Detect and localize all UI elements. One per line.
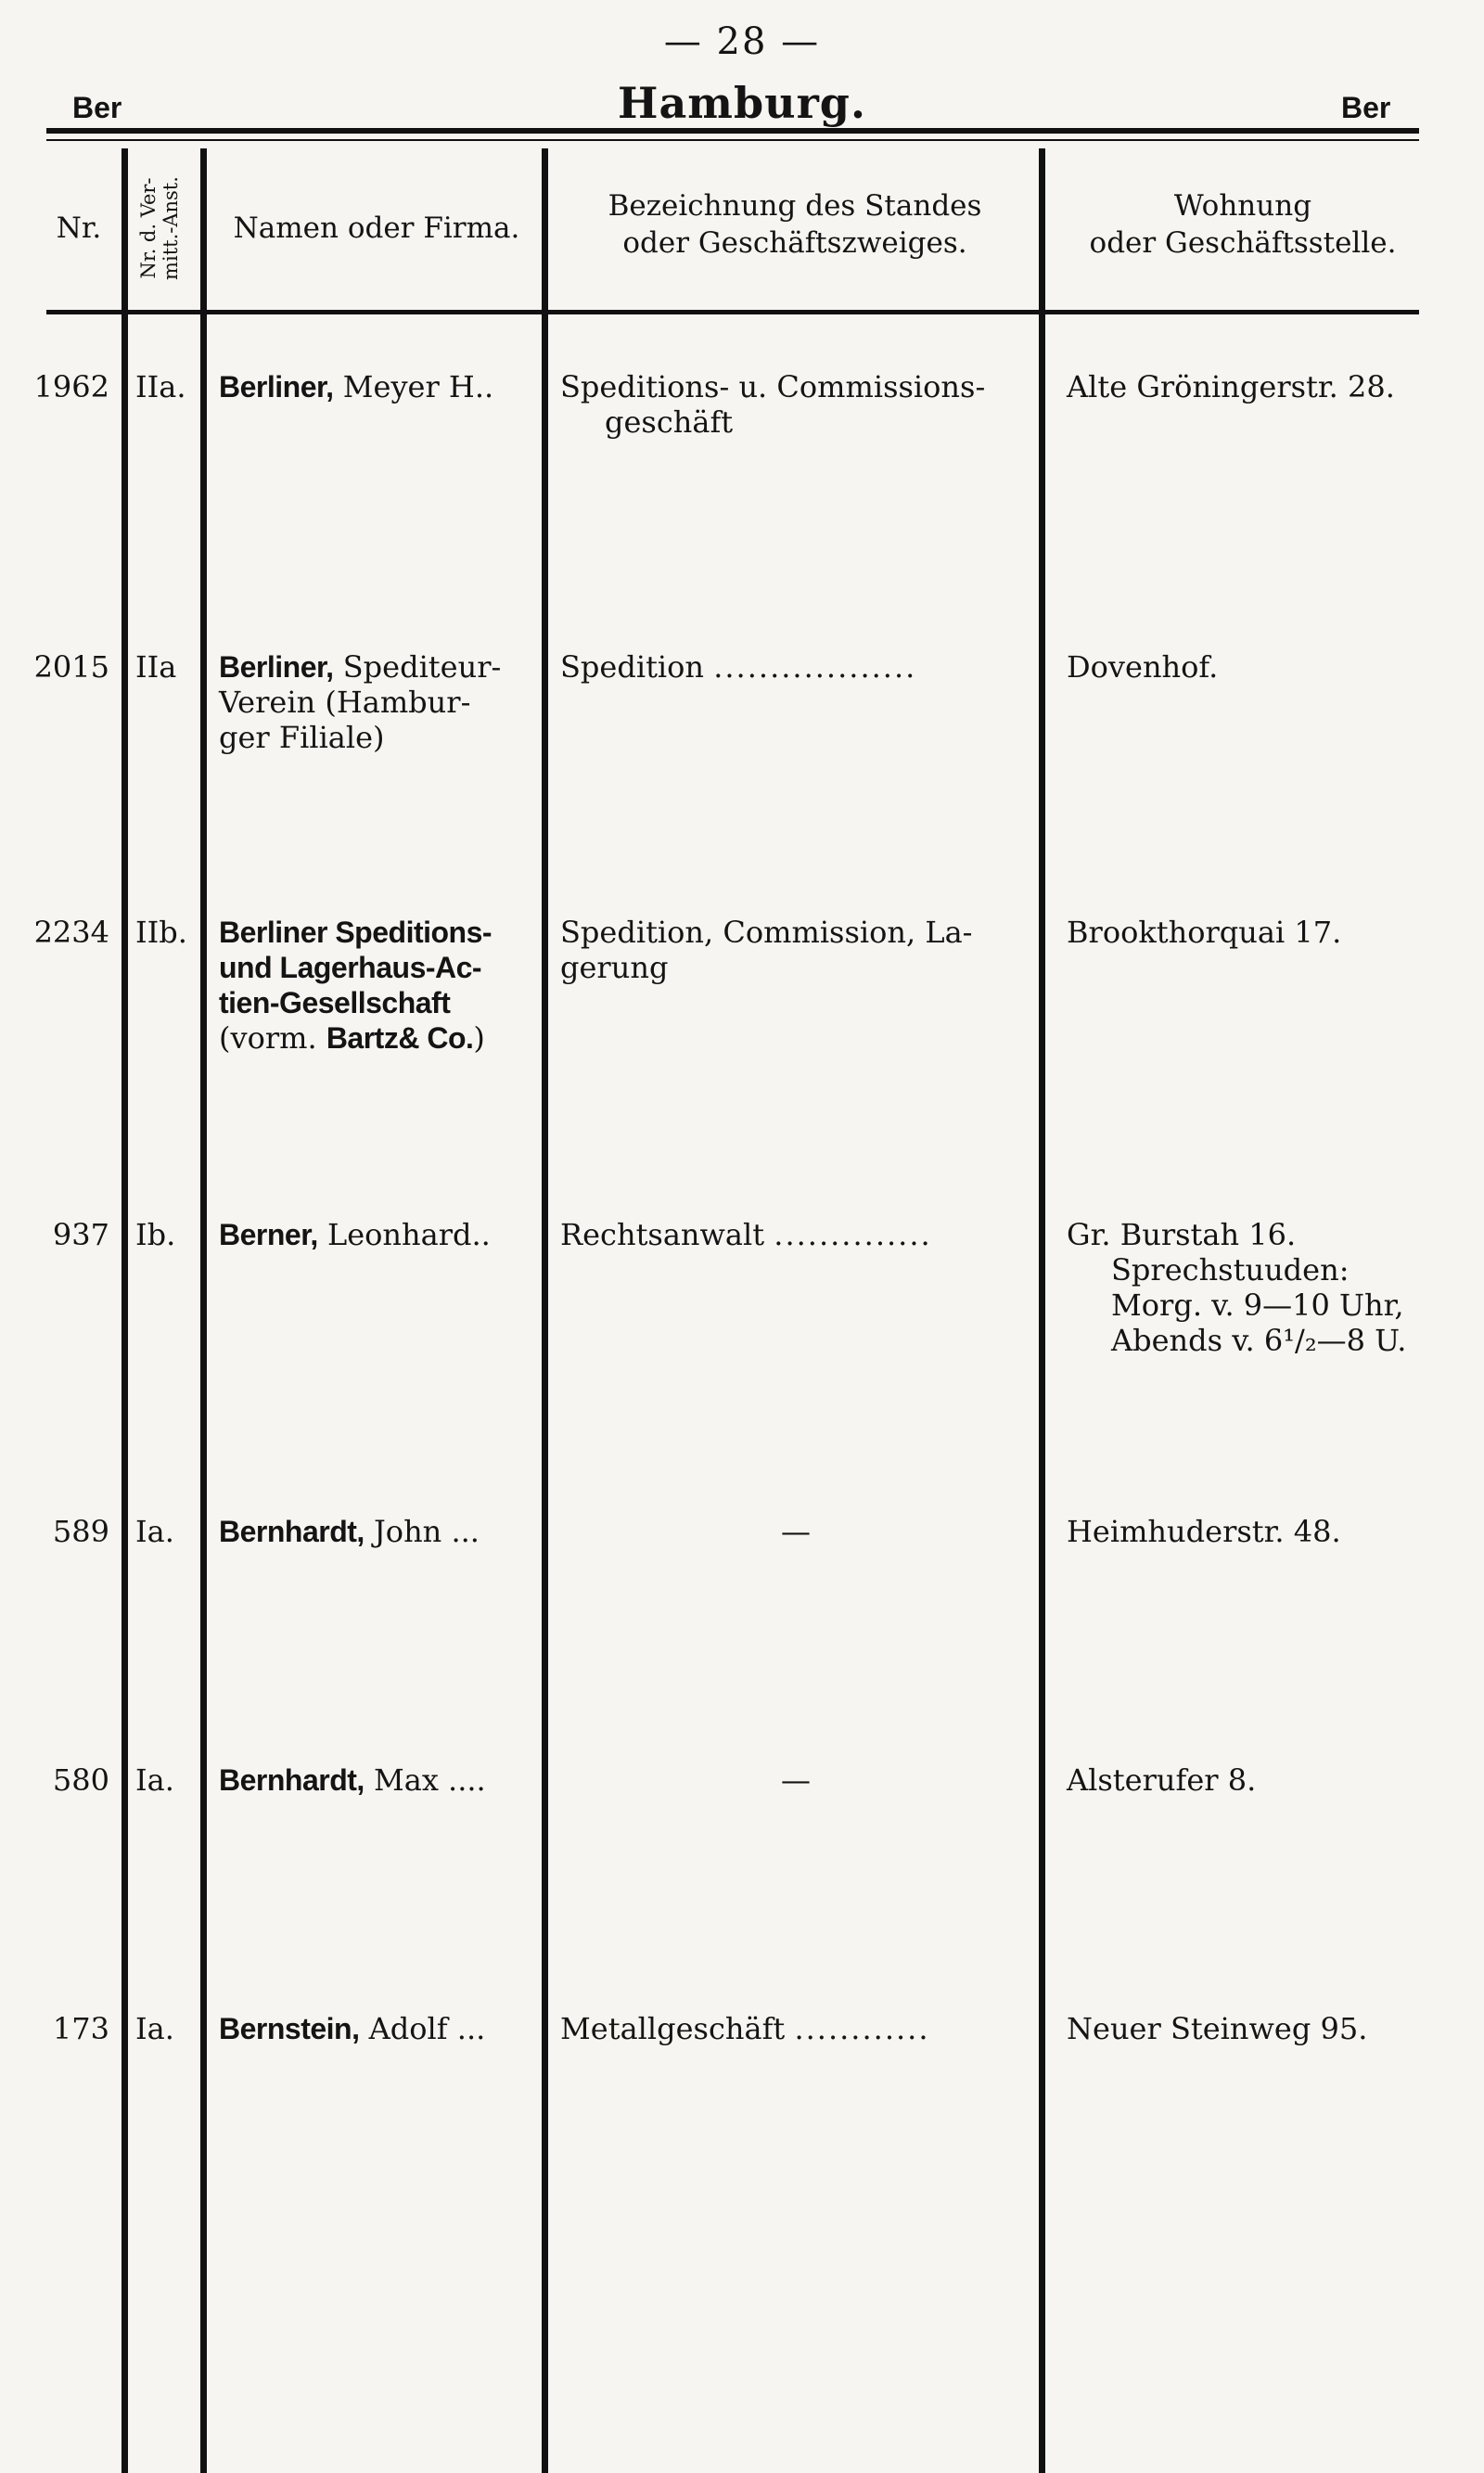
col-head-nr: Nr. [56, 211, 102, 245]
column-divider-3 [542, 148, 548, 2473]
row-4-nr: 937 [52, 1217, 109, 1252]
row-4-address-line4: Abends v. 6¹/₂—8 U. [1111, 1323, 1407, 1358]
page-title: Hamburg. [618, 78, 866, 128]
row-4-address [1067, 1217, 1438, 1358]
col-head-address-line2: oder Geschäftsstelle. [1089, 226, 1397, 260]
row-7-name-bold: Bernstein, [219, 2012, 360, 2045]
row-1-trade [560, 369, 1031, 440]
row-2-name-bold: Berliner, [219, 650, 334, 684]
row-3-trade-line1: Spedition, Commission, La- [560, 915, 973, 950]
row-3-nr: 2234 [33, 915, 109, 950]
row-1-nr: 1962 [33, 369, 109, 404]
row-4-name-bold: Berner, [219, 1218, 318, 1251]
row-1-name-rest: Meyer H.. [342, 369, 494, 404]
col-head-vermitt-line2: mitt.-Anst. [160, 176, 182, 280]
row-2-nr: 2015 [33, 649, 109, 685]
row-5-name [219, 1514, 544, 1549]
row-5-name-rest: John ... [373, 1514, 480, 1549]
row-1-name-bold: Berliner, [219, 370, 334, 404]
row-6-name [219, 1762, 544, 1798]
column-divider-4 [1039, 148, 1045, 2473]
col-head-address [1048, 187, 1438, 262]
row-7-trade-text: Metallgeschäft [560, 2011, 786, 2046]
row-2-trade [560, 649, 1031, 685]
row-2-trade-dots: .................. [713, 649, 917, 685]
header-rule-thin [46, 139, 1419, 141]
row-5-address: Heimhuderstr. 48. [1067, 1514, 1341, 1549]
row-4-address-line2: Sprechstuuden: [1111, 1252, 1350, 1288]
row-3-name-line4-pre: (vorm. [219, 1020, 317, 1056]
column-divider-1 [122, 148, 128, 2473]
row-3-name-line4-bold: Bartz& Co. [326, 1021, 474, 1055]
row-4-name-rest: Leonhard.. [326, 1217, 491, 1252]
row-6-name-rest: Max .... [373, 1762, 486, 1798]
row-1-trade-line2: geschäft [605, 404, 734, 440]
col-head-address-line1: Wohnung [1173, 189, 1312, 223]
row-7-trade [560, 2011, 1031, 2046]
row-1-class: IIa. [135, 369, 186, 404]
row-2-name-line2: Verein (Hambur- [219, 685, 471, 720]
row-4-trade [560, 1217, 1031, 1252]
row-6-trade: — [781, 1762, 811, 1798]
row-2-address: Dovenhof. [1067, 649, 1219, 685]
row-3-trade [560, 915, 1031, 985]
row-5-trade: — [781, 1514, 811, 1549]
row-3-class: IIb. [135, 915, 187, 950]
row-7-trade-dots: ............ [794, 2011, 930, 2046]
row-3-name-line1: Berliner Speditions- [219, 916, 493, 949]
row-2-trade-text: Spedition [560, 649, 705, 685]
row-7-nr: 173 [52, 2011, 109, 2046]
header-rule-thick [46, 128, 1419, 134]
col-head-trade-line1: Bezeichnung des Standes [608, 189, 982, 223]
row-3-name-line3: tien-Gesellschaft [219, 986, 451, 1019]
row-2-name [219, 649, 544, 755]
row-4-trade-text: Rechtsanwalt [560, 1217, 765, 1252]
row-3-name-line2: und Lagerhaus-Ac- [219, 951, 482, 984]
row-4-address-line1: Gr. Burstah 16. [1067, 1217, 1297, 1252]
row-1-address: Alte Gröningerstr. 28. [1067, 369, 1395, 404]
row-3-name-line4-post: ) [473, 1020, 485, 1056]
row-2-name-line3: ger Filiale) [219, 720, 385, 755]
row-7-address: Neuer Steinweg 95. [1067, 2011, 1368, 2046]
col-head-trade-line2: oder Geschäftszweiges. [622, 226, 967, 260]
row-7-class: Ia. [135, 2011, 174, 2046]
row-3-address: Brookthorquai 17. [1067, 915, 1342, 950]
col-head-name: Namen oder Firma. [233, 211, 520, 245]
column-divider-2 [200, 148, 207, 2473]
row-7-name-rest: Adolf ... [368, 2011, 486, 2046]
row-3-name [219, 915, 544, 1056]
row-4-name [219, 1217, 544, 1252]
row-1-name [219, 369, 544, 404]
running-head-right: Ber [1341, 91, 1391, 124]
row-3-trade-line2: gerung [560, 950, 669, 985]
row-4-class: Ib. [135, 1217, 176, 1252]
column-heading-rule [46, 310, 1419, 314]
running-head-left: Ber [72, 91, 122, 124]
col-head-vermitt-line1: Nr. d. Ver- [137, 177, 160, 279]
row-7-name [219, 2011, 544, 2046]
row-2-class: IIa [135, 649, 177, 685]
col-head-vermitt [137, 163, 186, 293]
row-3-name-line4 [219, 1020, 544, 1056]
col-head-trade [551, 187, 1039, 262]
row-5-class: Ia. [135, 1514, 174, 1549]
row-2-name-line1 [219, 649, 544, 685]
row-5-name-bold: Bernhardt, [219, 1515, 365, 1548]
page-number: — 28 — [663, 20, 821, 63]
row-6-address: Alsterufer 8. [1067, 1762, 1257, 1798]
row-1-trade-line1: Speditions- u. Commissions- [560, 369, 986, 404]
row-2-name-rest: Spediteur- [342, 649, 502, 685]
row-4-address-line3: Morg. v. 9—10 Uhr, [1111, 1288, 1404, 1323]
row-4-trade-dots: .............. [774, 1217, 932, 1252]
row-5-nr: 589 [52, 1514, 109, 1549]
row-6-class: Ia. [135, 1762, 174, 1798]
row-6-nr: 580 [52, 1762, 109, 1798]
row-6-name-bold: Bernhardt, [219, 1763, 365, 1797]
